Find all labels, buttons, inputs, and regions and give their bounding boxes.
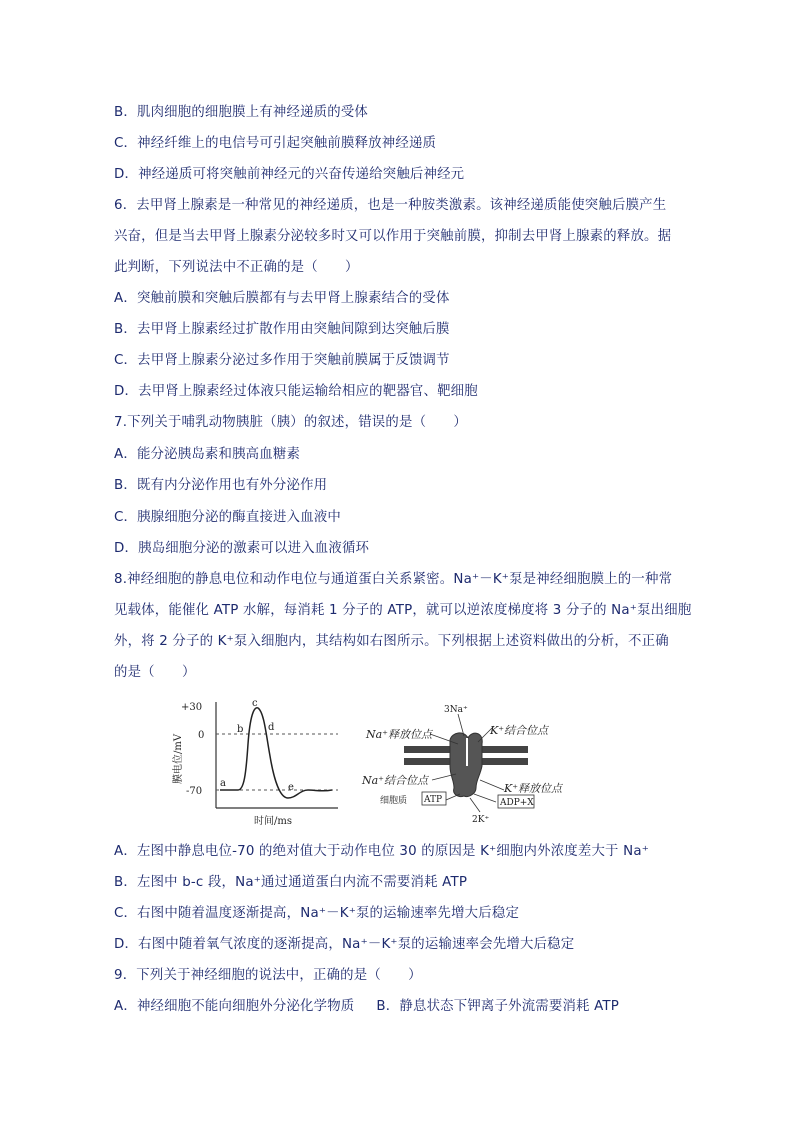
- k2-label: 2K⁺: [472, 815, 490, 825]
- pointer: [446, 794, 460, 800]
- pointer: [480, 780, 504, 790]
- x-axis-label: 时间/ms: [254, 816, 292, 827]
- na3-label: 3Na⁺: [444, 705, 468, 715]
- text-line: A．左图中静息电位-70 的绝对值大于动作电位 30 的原因是 K⁺细胞内外浓度差大于 Na⁺: [114, 844, 649, 859]
- cytoplasm-label: 细胞质: [380, 796, 408, 806]
- membrane-bar: [482, 758, 528, 765]
- figure: [173, 694, 596, 827]
- membrane-potential-graph: [171, 698, 338, 827]
- text-line: A．突触前膜和突触后膜都有与去甲肾上腺素结合的受体: [114, 291, 450, 306]
- text-line: C．右图中随着温度逐渐提高，Na⁺－K⁺泵的运输速率先增大后稳定: [114, 906, 520, 921]
- na-release-label: Na⁺释放位点: [366, 728, 432, 741]
- membrane-bar: [482, 746, 528, 753]
- na-k-pump-diagram: [361, 705, 563, 825]
- text-line: D．胰岛细胞分泌的激素可以进入血液循环: [114, 541, 370, 556]
- tick-plus30: +30: [181, 702, 203, 713]
- text-line: 的是（ ）: [114, 665, 196, 680]
- point-c: c: [252, 698, 258, 709]
- text-line: A．能分泌胰岛素和胰高血糖素: [114, 447, 301, 462]
- text-line: B．左图中 b-c 段，Na⁺通过通道蛋白内流不需要消耗 ATP: [114, 875, 468, 890]
- na-bind-label: Na⁺结合位点: [362, 774, 428, 787]
- text-line: 见载体，能催化 ATP 水解，每消耗 1 分子的 ATP，就可以逆浓度梯度将 3 分子的 Na⁺泵出细胞: [114, 603, 692, 618]
- text-line: B．既有内分泌作用也有外分泌作用: [114, 478, 328, 493]
- pointer: [470, 798, 480, 812]
- tick-zero: 0: [198, 730, 205, 741]
- text-line: 7.下列关于哺乳动物胰脏（胰）的叙述，错误的是（ ）: [114, 415, 467, 430]
- y-axis-label: 膜电位/mV: [173, 733, 184, 784]
- point-e: e: [288, 782, 294, 793]
- text-line: 此判断，下列说法中不正确的是（ ）: [114, 260, 359, 275]
- text-line: B．去甲肾上腺素经过扩散作用由突触间隙到达突触后膜: [114, 322, 450, 337]
- text-line: 9．下列关于神经细胞的说法中，正确的是（ ）: [114, 968, 422, 983]
- text-line: C．去甲肾上腺素分泌过多作用于突触前膜属于反馈调节: [114, 353, 450, 368]
- text-line: 8.神经细胞的静息电位和动作电位与通道蛋白关系紧密。Na⁺－K⁺泵是神经细胞膜上的一种常: [114, 572, 673, 587]
- tick-minus70: -70: [186, 786, 203, 797]
- k-release-label: K⁺释放位点: [504, 782, 563, 795]
- text-line: 6．去甲肾上腺素是一种常见的神经递质，也是一种胺类激素。该神经递质能使突触后膜产生: [114, 198, 667, 213]
- pointer: [474, 794, 496, 802]
- text-line: D．去甲肾上腺素经过体液只能运输给相应的靶器官、靶细胞: [114, 384, 478, 399]
- adp-label: ADP+X: [500, 798, 534, 808]
- text-line: D．右图中随着氧气浓度的逐渐提高，Na⁺－K⁺泵的运输速率会先增大后稳定: [114, 937, 575, 952]
- k-bind-label: K⁺结合位点: [490, 724, 549, 737]
- atp-label: ATP: [424, 795, 443, 805]
- text-line: C．神经纤维上的电信号可引起突触前膜释放神经递质: [114, 136, 437, 151]
- text-line: B．肌肉细胞的细胞膜上有神经递质的受体: [114, 105, 369, 120]
- text-line: 兴奋，但是当去甲肾上腺素分泌较多时又可以作用于突触前膜，抑制去甲肾上腺素的释放。据: [114, 229, 672, 244]
- option-a: A．神经细胞不能向细胞外分泌化学物质: [114, 999, 355, 1014]
- text-line-options: [114, 997, 619, 1017]
- point-b: b: [237, 724, 244, 735]
- point-d: d: [268, 722, 275, 733]
- membrane-bar: [404, 758, 450, 765]
- action-potential-curve: [220, 708, 332, 798]
- membrane-bar: [404, 746, 450, 753]
- option-b: B．静息状态下钾离子外流需要消耗 ATP: [376, 999, 620, 1014]
- text-line: D．神经递质可将突触前神经元的兴奋传递给突触后神经元: [114, 167, 465, 182]
- text-line: C．胰腺细胞分泌的酶直接进入血液中: [114, 510, 341, 525]
- text-line: 外，将 2 分子的 K⁺泵入细胞内，其结构如右图所示。下列根据上述资料做出的分析，不正确: [114, 634, 669, 649]
- point-a: a: [220, 778, 226, 789]
